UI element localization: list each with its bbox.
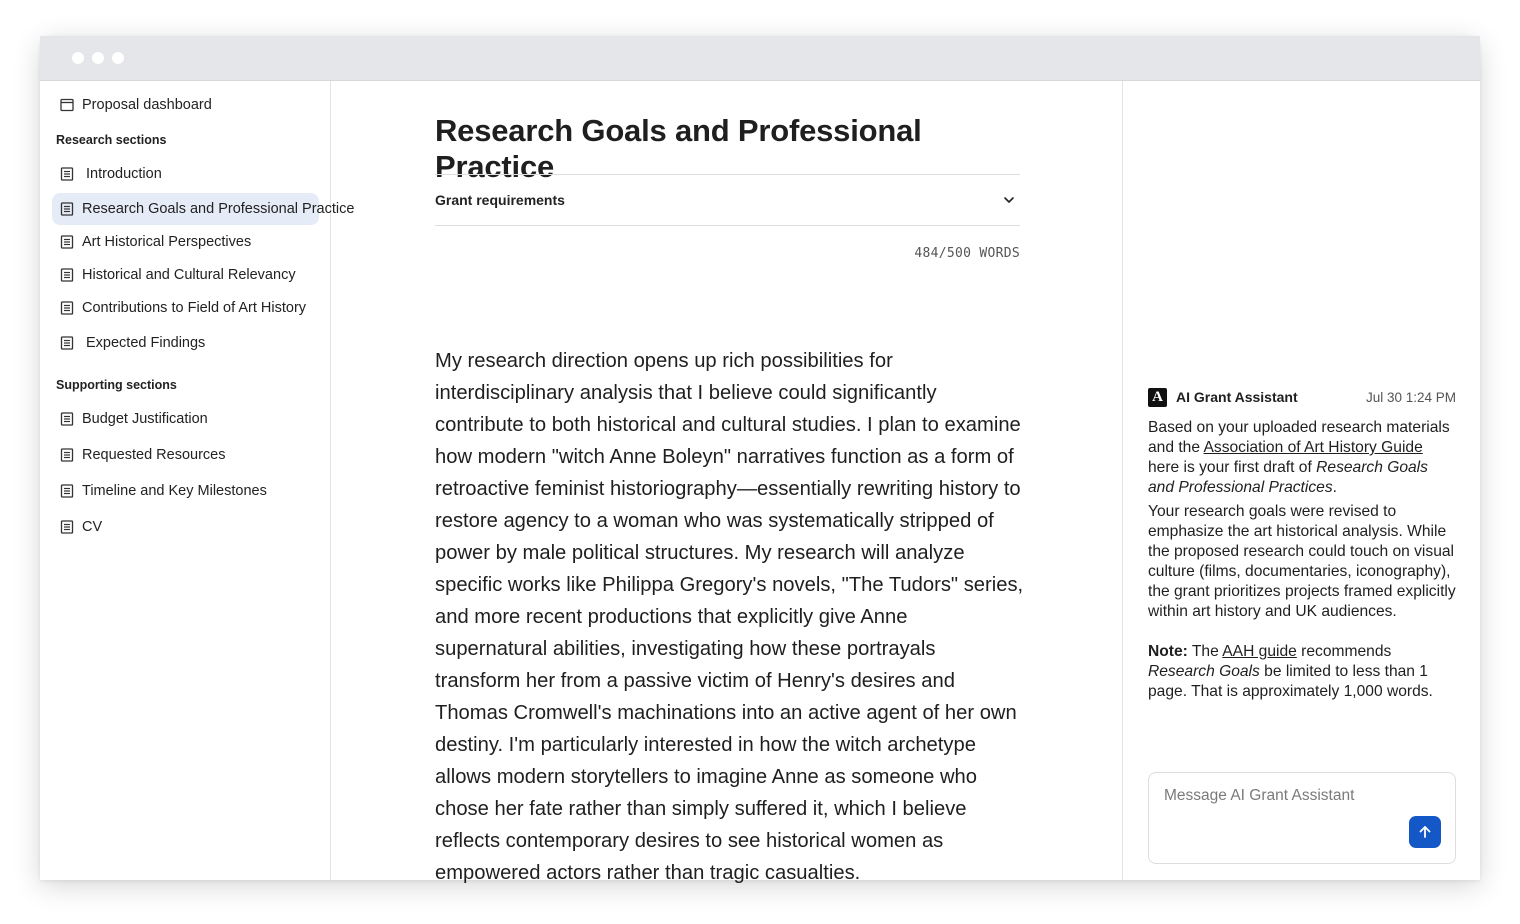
document-icon — [60, 520, 74, 534]
supporting-sections-heading: Supporting sections — [56, 378, 177, 392]
message-paragraph — [1148, 418, 1458, 498]
document-icon — [60, 268, 74, 282]
sidebar-item-label: Research Goals and Professional Practice — [82, 201, 355, 217]
assistant-logo-icon: A — [1148, 388, 1167, 407]
sidebar-item-historical-cultural-relevancy[interactable] — [52, 259, 319, 291]
document-icon — [60, 412, 74, 426]
message-input[interactable] — [1164, 787, 1404, 805]
title-bar — [40, 36, 1480, 81]
sidebar-item-label: Timeline and Key Milestones — [82, 483, 267, 499]
sidebar-item-art-historical-perspectives[interactable] — [52, 226, 319, 258]
message-note — [1148, 642, 1458, 702]
document-icon — [60, 336, 74, 350]
assistant-name: AI Grant Assistant — [1176, 389, 1298, 405]
window-maximize-dot[interactable] — [112, 52, 124, 64]
message-text: Based on your uploaded research materials and the — [1148, 419, 1450, 456]
editor-pane — [332, 81, 1123, 884]
sidebar — [40, 81, 355, 880]
sidebar-item-proposal-dashboard[interactable] — [52, 89, 319, 121]
message-emphasis: Research Goals — [1148, 663, 1260, 680]
research-sections-heading: Research sections — [56, 133, 167, 147]
document-icon — [60, 167, 74, 181]
word-count: 484/500 WORDS — [914, 246, 1020, 261]
grant-requirements-toggle[interactable] — [435, 174, 1020, 226]
message-emphasis: Research Goals and Professional Practices — [1148, 459, 1428, 496]
app-window — [40, 36, 1480, 884]
message-timestamp: Jul 30 1:24 PM — [1365, 389, 1456, 405]
document-icon — [60, 301, 74, 315]
message-text: recommends — [1296, 643, 1392, 660]
sidebar-item-label: CV — [82, 519, 103, 535]
grant-requirements-label: Grant requirements — [435, 192, 565, 208]
sidebar-item-contributions[interactable] — [52, 292, 319, 324]
window-close-dot[interactable] — [72, 52, 84, 64]
sidebar-item-timeline[interactable] — [52, 475, 319, 507]
browser-window-icon — [60, 98, 74, 112]
sidebar-item-budget-justification[interactable] — [52, 403, 319, 435]
assistant-message — [1148, 418, 1458, 706]
sidebar-item-expected-findings[interactable] — [52, 327, 319, 359]
page-title: Research Goals and Professional Practice — [435, 113, 922, 184]
note-label: Note: — [1148, 643, 1188, 660]
window-minimize-dot[interactable] — [92, 52, 104, 64]
sidebar-item-label: Expected Findings — [86, 335, 206, 351]
message-text: here is your first draft of — [1148, 459, 1317, 476]
message-text: The — [1187, 643, 1223, 660]
assistant-panel — [1124, 81, 1480, 880]
sidebar-item-label: Proposal dashboard — [82, 97, 212, 113]
message-composer — [1148, 772, 1456, 864]
sidebar-item-introduction[interactable] — [52, 158, 319, 190]
sidebar-item-requested-resources[interactable] — [52, 439, 319, 471]
message-text: be limited to less than 1 page. That is approximately 1,000 words. — [1148, 663, 1433, 700]
sidebar-item-cv[interactable] — [52, 511, 319, 543]
message-paragraph: Your research goals were revised to emphasize the art historical analysis. While the proposed research could touch on visual culture (films, documentaries, iconography), the grant prioritizes projects framed explicitly within art history and UK audiences. — [1148, 503, 1456, 620]
aah-guide-link[interactable]: AAH guide — [1222, 643, 1297, 660]
sidebar-item-research-goals[interactable] — [52, 193, 355, 225]
sidebar-item-label: Introduction — [86, 166, 162, 182]
document-icon — [60, 202, 74, 216]
send-button[interactable] — [1409, 816, 1441, 848]
sidebar-item-label: Art Historical Perspectives — [82, 234, 252, 250]
sidebar-item-label: Requested Resources — [82, 447, 226, 463]
sidebar-item-label: Historical and Cultural Relevancy — [82, 267, 296, 283]
document-icon — [60, 484, 74, 498]
document-icon — [60, 448, 74, 462]
assistant-message-header — [1148, 387, 1456, 407]
document-icon — [60, 235, 74, 249]
sidebar-item-label: Contributions to Field of Art History — [82, 300, 307, 316]
chevron-down-icon — [1002, 193, 1016, 207]
association-guide-link[interactable]: Association of Art History Guide — [1203, 439, 1423, 456]
sidebar-item-label: Budget Justification — [82, 411, 208, 427]
document-body[interactable]: My research direction opens up rich possibilities for interdisciplinary analysis that I believe could significantly contribute to both historical and cultural studies. I plan to examine how modern "witch Anne Boleyn" narratives function as a form of retroactive feminist historiography—essentially rewriting history to restore agency to a woman who was systematically stripped of power by male political structures. My research will analyze specific works like Philippa Gregory's novels, "The Tudors" series, and more recent productions that explicitly give Anne supernatural abilities, investigating how these portrayals transform her from a passive victim of Henry's desires and Thomas Cromwell's machinations into an active agent of her own destiny. I'm particularly interested in how the witch archetype allows modern storytellers to imagine Anne as someone who chose her fate rather than simply suffered it, which I believe reflects contemporary desires to see historical women as empowered actors rather than tragic casualties. — [435, 350, 1024, 884]
message-text: . — [1332, 479, 1337, 496]
arrow-up-icon — [1417, 824, 1433, 840]
